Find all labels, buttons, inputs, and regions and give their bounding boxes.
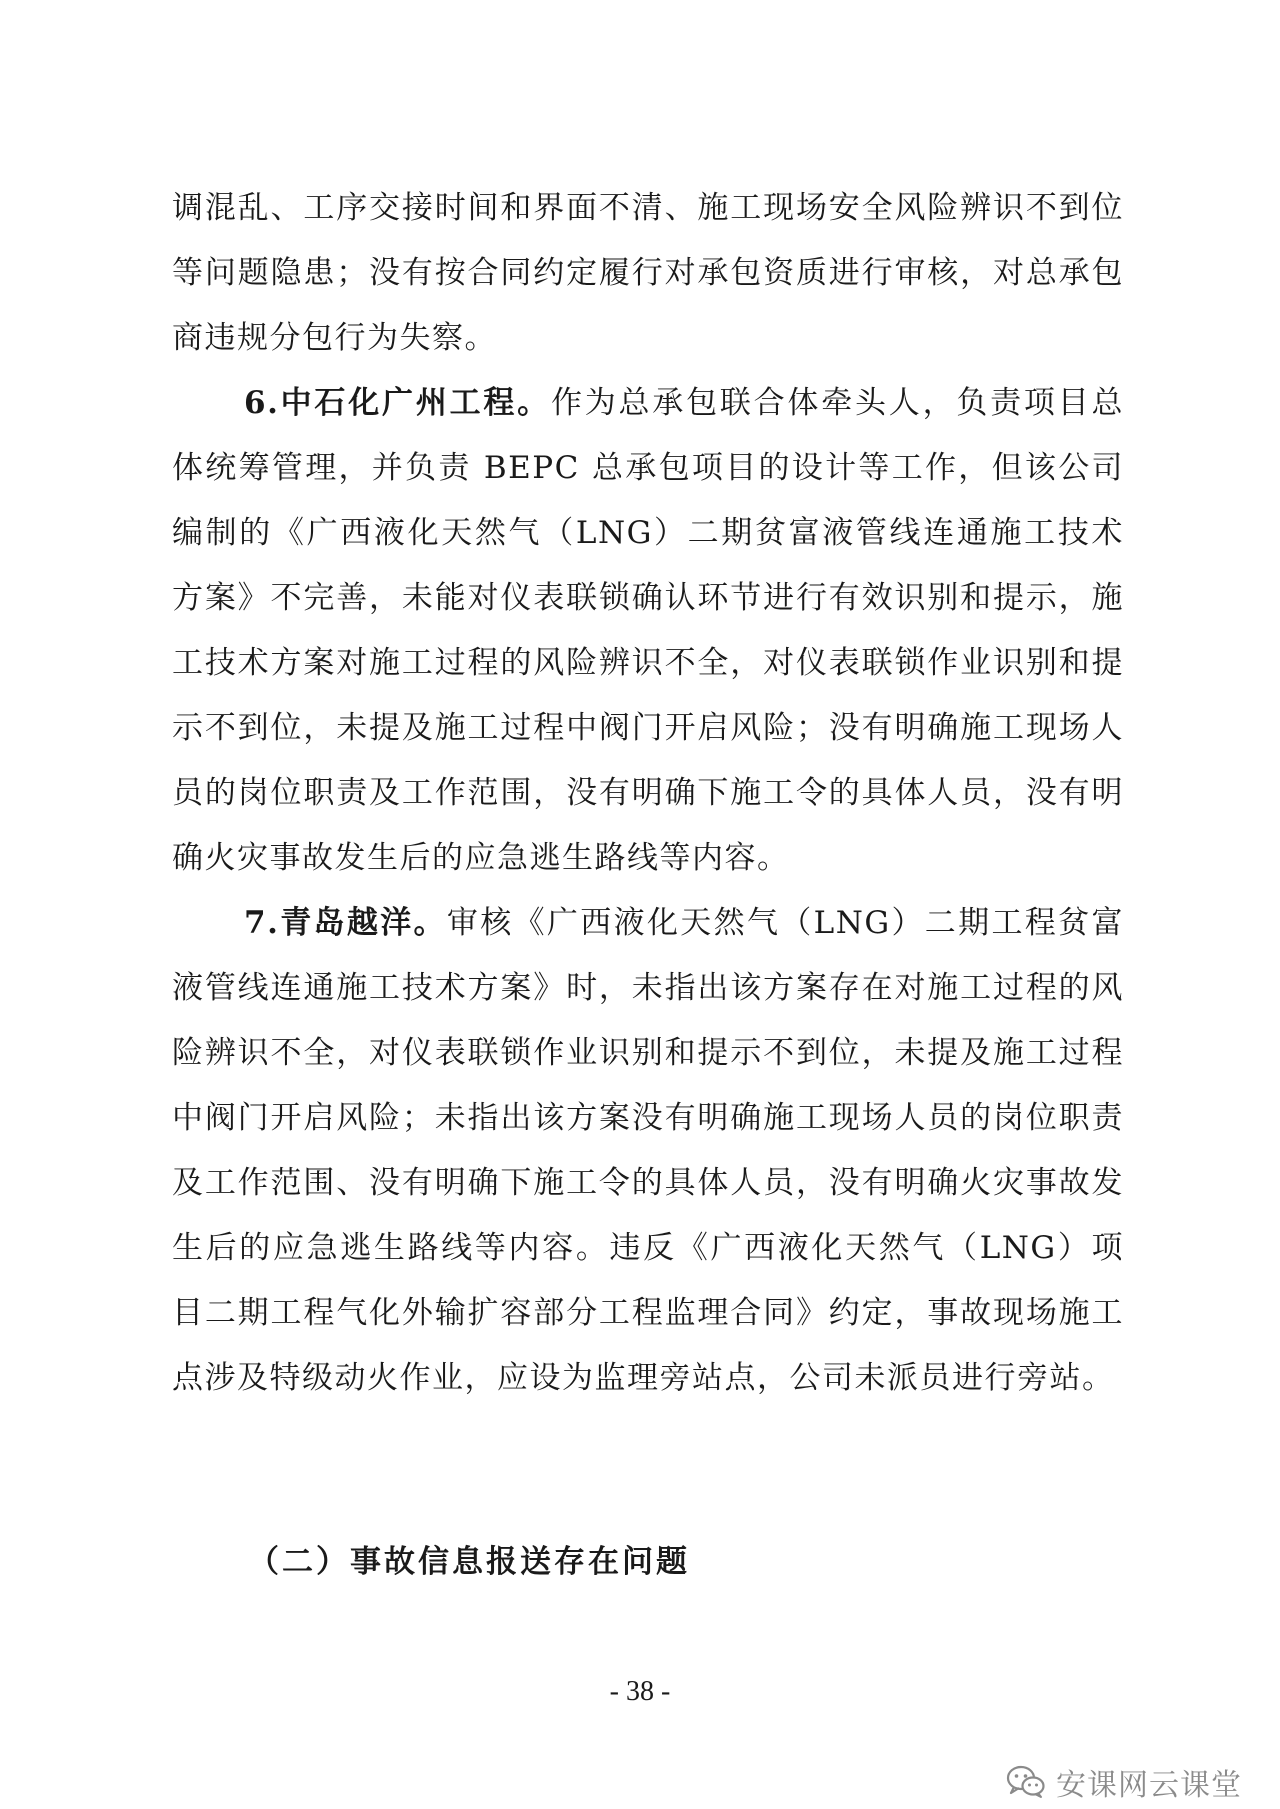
watermark-text: 安课网云课堂 <box>1056 1768 1242 1803</box>
paragraph-6-body: 作为总承包联合体牵头人，负责项目总体统筹管理，并负责 BEPC 总承包项目的设计等工作，但该公司编制的《广西液化天然气（LNG）二期贫富液管线连通施工技术方案》不完善，未能对仪表联锁确认环节进行有效识别和提示，施工技术方案对施工过程的风险辨识不全，对仪表联锁作业识别和提示不到位，未提及施工过程中阀门开启风险；没有明确施工现场人员的岗位职责及工作范围，没有明确下施工令的具体人员，没有明确火灾事故发生后的应急逃生路线等内容。 <box>172 385 1124 876</box>
paragraph-7-body: 审核《广西液化天然气（LNG）二期工程贫富液管线连通施工技术方案》时，未指出该方案存在对施工过程的风险辨识不全，对仪表联锁作业识别和提示不到位，未提及施工过程中阀门开启风险；未指出该方案没有明确施工现场人员的岗位职责及工作范围、没有明确下施工令的具体人员，没有明确火灾事故发生后的应急逃生路线等内容。违反《广西液化天然气（LNG）项目二期工程气化外输扩容部分工程监理合同》约定，事故现场施工点涉及特级动火作业，应设为监理旁站点，公司未派员进行旁站。 <box>172 905 1124 1396</box>
section-heading: （二）事故信息报送存在问题 <box>248 1544 690 1580</box>
watermark <box>1006 1760 1242 1804</box>
paragraph-6-title: 6.中石化广州工程。 <box>244 385 551 421</box>
page-number: - 38 - <box>609 1676 671 1707</box>
paragraph-6 <box>172 371 1124 891</box>
paragraph-7-title: 7.青岛越洋。 <box>244 905 447 941</box>
paragraph-continued: 调混乱、工序交接时间和界面不清、施工现场安全风险辨识不到位等问题隐患；没有按合同约定履行对承包资质进行审核，对总承包商违规分包行为失察。 <box>172 190 1124 356</box>
wechat-icon <box>1006 1765 1046 1799</box>
paragraph-7 <box>172 891 1124 1411</box>
document-body <box>172 176 1124 1411</box>
